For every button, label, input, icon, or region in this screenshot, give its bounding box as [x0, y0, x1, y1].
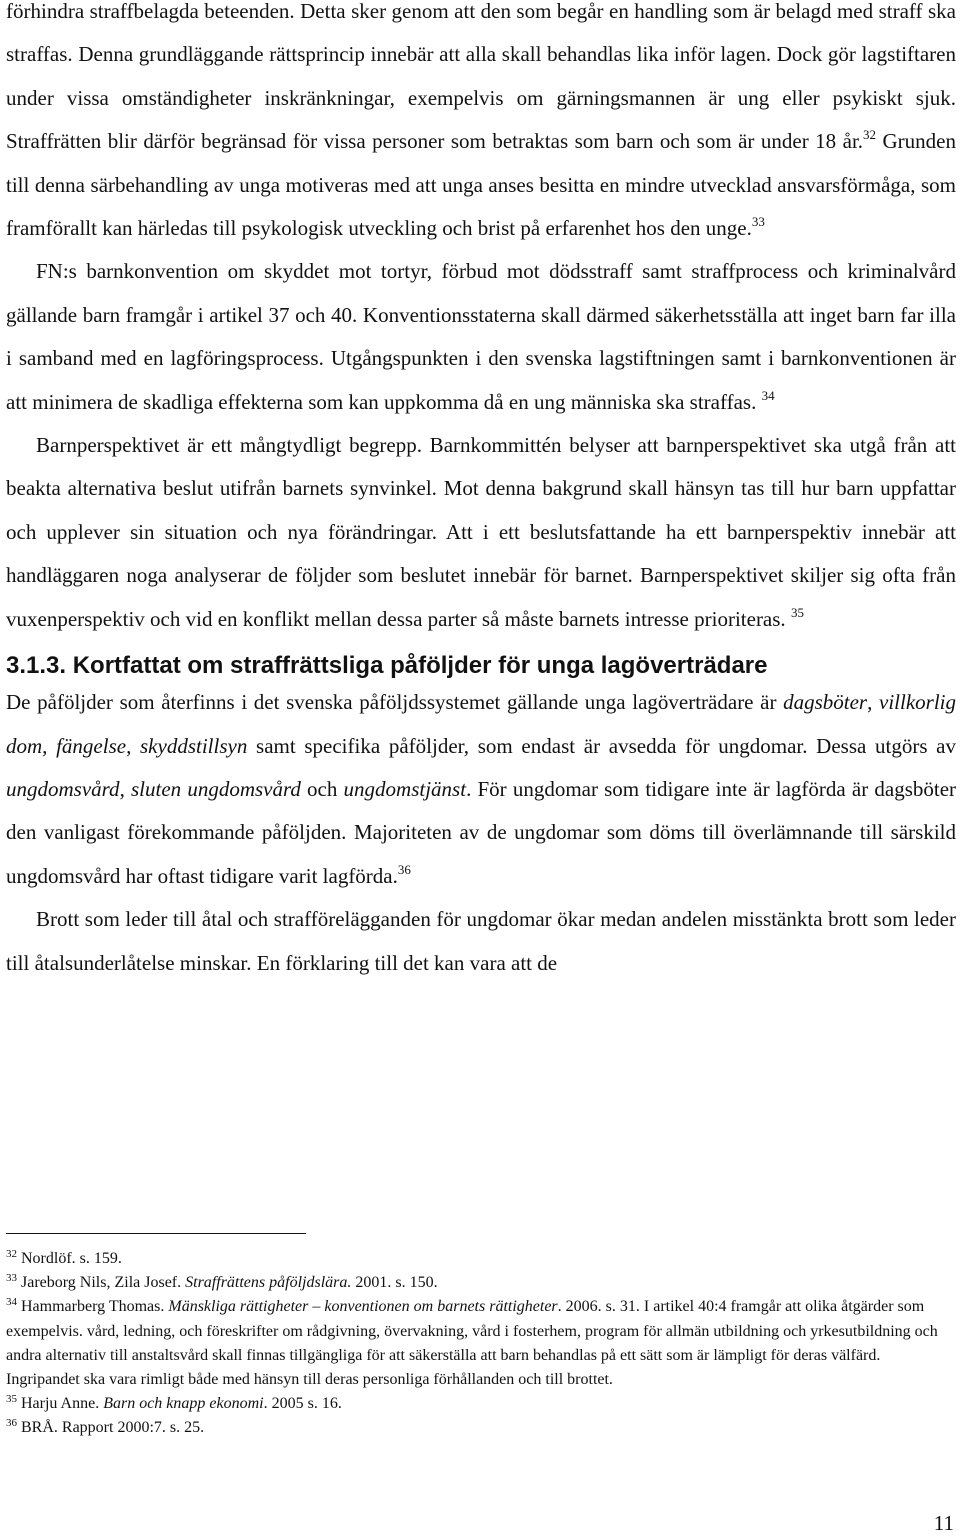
footnote-35: $^{35}$ Harju Anne. Barn och knapp ekonomi. 2005 s. 16.	[6, 1393, 342, 1413]
footnote-34: $^{34}$ Hammarberg Thomas. Mänskliga rättigheter – konventionen om barnets rättigheter. 2006. s. 31. I artikel 40:4 framgår att olika åtgärder som exempelvis. vård, ledning, och föreskrifter om rådgivning, övervakning, vård i fosterhem, program för allmän utbildning och yrkesutbildning och andra alternativ till anstaltsvård skall finnas tillgängliga för att säkerställa att barn behandlas på ett sätt som är lämpligt för deras välfärd. Ingripandet ska vara rimligt både med hänsyn till deras personliga förhållanden och till brottet.	[6, 1296, 938, 1389]
paragraph-un-convention: FN:s barnkonvention om skyddet mot tortyr, förbud mot dödsstraff samt straffprocess och kriminalvård gällande barn framgår i artikel 37 och 40. Konventionsstaterna skall därmed säkerhetsställa att inget barn far illa i samband med en lagföringsprocess. Utgångspunkten i den svenska lagstiftningen samt i barnkonventionen är att minimera de skadliga effekterna som kan uppkomma då en ung människa ska straffas. $^{34}$	[6, 259, 956, 414]
footnote-33: $^{33}$ Jareborg Nils, Zila Josef. Straffrättens påföljdslära. 2001. s. 150.	[6, 1272, 438, 1292]
section-heading: 3.1.3. Kortfattat om straffrättsliga påföljder för unga lagöverträdare	[6, 652, 768, 680]
footnotes	[6, 1247, 956, 1441]
footnote-ref-33[interactable]: 33	[751, 214, 765, 230]
footnote-ref-35[interactable]: 35	[790, 604, 804, 620]
footnote-divider	[6, 1233, 306, 1234]
footnote-32: $^{32}$ Nordlöf. s. 159.	[6, 1248, 122, 1267]
footnote-ref-32[interactable]: 32	[863, 127, 877, 143]
page-number: 11	[933, 1511, 954, 1535]
page-body	[6, 0, 956, 985]
footnote-ref-34[interactable]: 34	[761, 387, 775, 403]
paragraph-child-perspective: Barnperspektivet är ett mångtydligt begrepp. Barnkommittén belyser att barnperspektivet ska utgå från att beakta alternativa beslut utifrån barnets synvinkel. Mot denna bakgrund skall hänsyn tas till hur barn uppfattar och upplever sin situation och nya förändringar. Att i ett beslutsfattande ha ett barnperspektiv innebär att handläggaren noga analyserar de följder som beslutet innebär för barnet. Barnperspektivet skiljer sig ofta från vuxenperspektiv och vid en konflikt mellan dessa parter så måste barnets intresse prioriteras. $^{35}$	[6, 433, 956, 631]
paragraph-criminal-law-youth: förhindra straffbelagda beteenden. Detta sker genom att den som begår en handling som är belagd med straff ska straffas. Denna grundläggande rättsprincip innebär att alla skall behandlas lika inför lagen. Dock gör lagstiftaren under vissa omständigheter inskränkningar, exempelvis om gärningsmannen är ung eller psykiskt sjuk. Straffrätten blir därför begränsad för vissa personer som betraktas som barn och som är under 18 år.$^{32}$ Grunden till denna särbehandling av unga motiveras med att unga anses besitta en mindre utvecklad ansvarsförmåga, som framförallt kan härledas till psykologisk utveckling och brist på erfarenhet hos den unge.$^{33}$	[6, 0, 956, 241]
paragraph-sanctions: De påföljder som återfinns i det svenska påföljdssystemet gällande unga lagöverträdare är dagsböter, villkorlig dom, fängelse, skyddstillsyn samt specifika påföljder, som endast är avsedda för ungdomar. Dessa utgörs av ungdomsvård, sluten ungdomsvård och ungdomstjänst. För ungdomar som tidigare inte är lagförda är dagsböter den vanligast förekommande påföljden. Majoriteten av de ungdomar som döms till överlämnande till särskild ungdomsvård har oftast tidigare varit lagförda.$^{36}$	[6, 690, 957, 888]
paragraph-prosecution-trend: Brott som leder till åtal och strafförelägganden för ungdomar ökar medan andelen misstänkta brott som leder till åtalsunderlåtelse minskar. En förklaring till det kan vara att de	[6, 907, 956, 975]
footnote-ref-36[interactable]: 36	[397, 861, 411, 877]
footnote-36: $^{36}$ BRÅ. Rapport 2000:7. s. 25.	[6, 1417, 205, 1437]
